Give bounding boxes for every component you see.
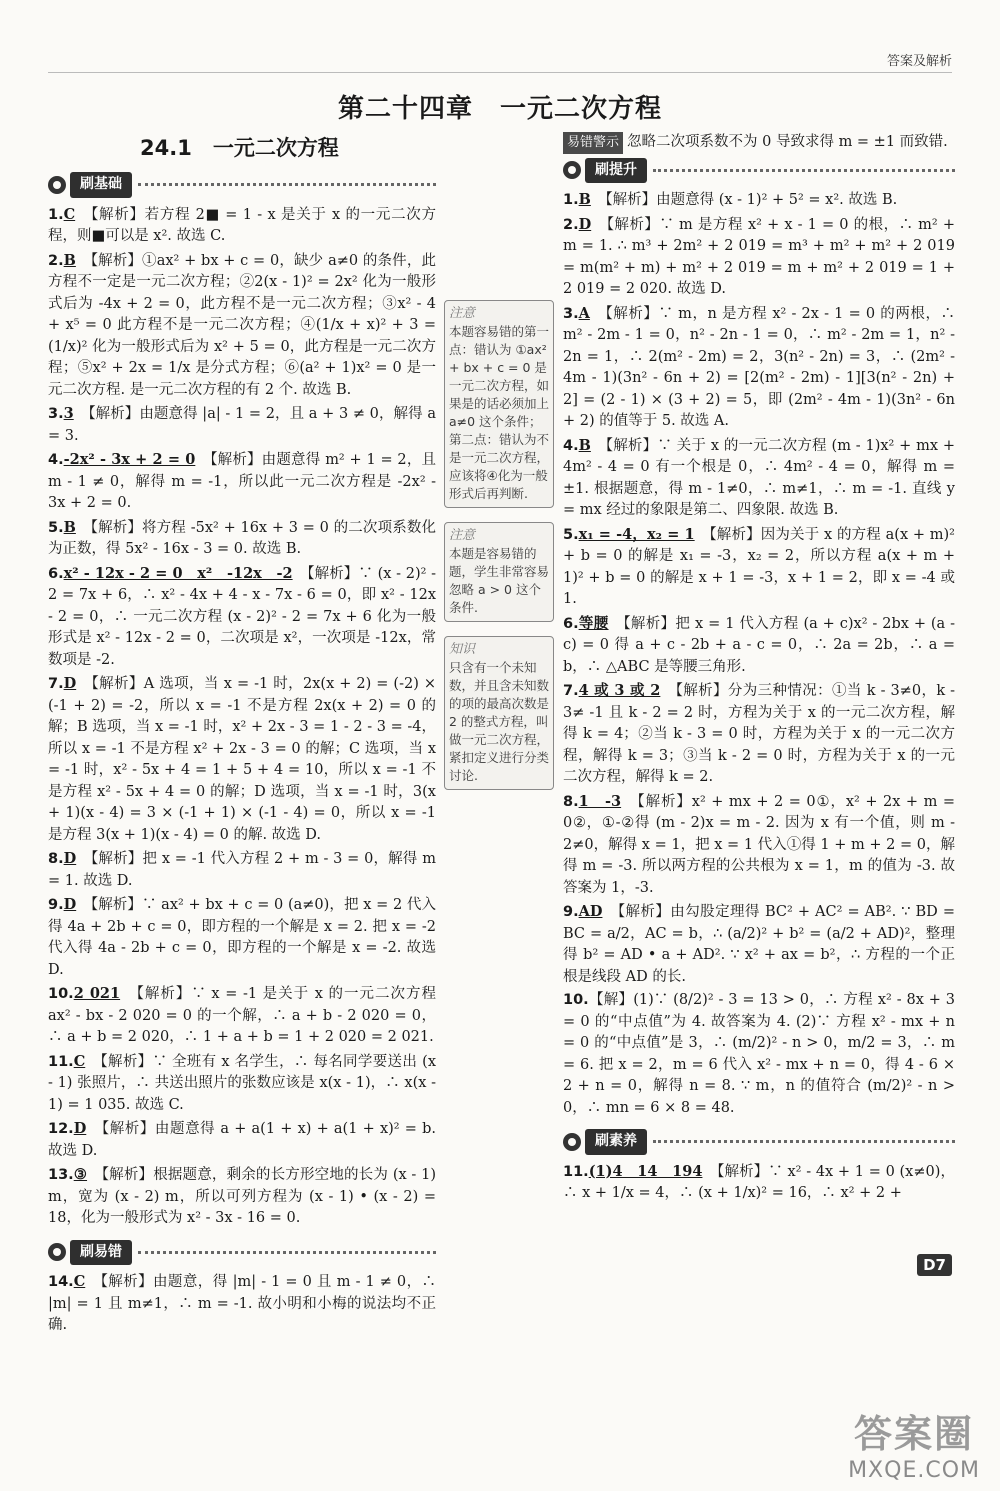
question-number: 10. [48, 986, 74, 1002]
tag-literacy-label: 刷素养 [585, 1129, 647, 1155]
question-number: 8. [48, 851, 64, 867]
answer-value: 3 [63, 405, 74, 422]
dotted-divider [653, 169, 955, 172]
question-number: 3. [48, 406, 64, 422]
answer-explanation: 【解析】由题意，得 |m| - 1 = 0 且 m - 1 ≠ 0，∴ |m| = 1 且 m≠1，∴ m = -1. 故小明和小梅的说法均不正确. [48, 1274, 436, 1333]
answer-item [563, 990, 955, 1119]
tag-basic-label: 刷基础 [70, 172, 132, 198]
answer-item [563, 303, 955, 433]
answer-item [48, 563, 436, 672]
improve-answer-list [563, 189, 955, 1119]
answer-item [48, 449, 436, 515]
answer-explanation: 【解析】由题意得 (x - 1)² + 5² = x². 故选 B. [605, 192, 898, 208]
pen-circle-icon [48, 176, 66, 194]
answer-explanation: 【解析】∵ ax² + bx + c = 0 (a≠0)，把 x = 2 代入得 4a + 2b + c = 0，即方程的一个解是 x = 2. 把 x = -2 代入得 4a - 2b + c = 0，即方程的一个解是 x = -2. 故选 D. [48, 897, 436, 978]
warning-label: 易错警示 [563, 132, 623, 154]
tag-improve [563, 158, 955, 184]
dotted-divider [138, 1251, 436, 1254]
question-number: 7. [563, 683, 579, 699]
answer-value: C [73, 1273, 86, 1290]
answer-value: A [578, 304, 590, 322]
question-number: 2. [563, 216, 579, 233]
question-number: 5. [48, 519, 64, 536]
chapter-title: 第二十四章 一元二次方程 [337, 94, 662, 124]
note-text: 只含有一个未知数，并且含未知数的项的最高次数是 2 的整式方程，叫做一元二次方程，紧扣定义进行分类讨论. [449, 660, 550, 783]
watermark [848, 1403, 980, 1483]
answer-explanation: 【解析】把 x = 1 代入方程 (a + c)x² - 2bx + (a - c) = 0 得 a + c - 2b + a - c = 0，∴ 2a = 2b，∴ a = b，∴ △ABC 是等腰三角形. [563, 615, 956, 675]
question-number: 6. [48, 565, 64, 582]
answer-explanation: 【解析】∵ 关于 x 的一元二次方程 (m - 1)x² + mx + 4m² - 4 = 0 有一个根是 0，∴ 4m² - 4 = 0，解得 m = ±1. 根据题意，得 m - 1≠0，∴ m≠1，∴ m = -1. 直线 y = mx 经过的象限是第二、四象限. 故选 B. [563, 437, 955, 518]
question-number: 11. [563, 1163, 589, 1180]
tag-error-label: 刷易错 [70, 1240, 132, 1266]
answer-item [48, 250, 436, 402]
basic-answer-list [48, 204, 436, 1230]
answer-value: -2x² - 3x + 2 = 0 [63, 451, 196, 468]
answer-explanation: 【解析】分为三种情况：①当 k - 3≠0，k - 3≠ -1 且 k - 2 = 2 时，方程为关于 x 的一元二次方程，解得 k = 4；②当 k - 3 = 0 时，方程为关于 x 的一元二次方程，解得 k = 3；③当 k - 2 = 0 时，方程为关于 x 的一元二次方程，解得 k = 2. [563, 683, 955, 785]
answer-explanation: 【解析】由题意得 m² + 1 = 2，且 m - 1 ≠ 0，解得 m = -1，所以此一元二次方程是 -2x² - 3x + 2 = 0. [48, 452, 437, 511]
answer-value: B [63, 251, 76, 269]
answer-explanation: 【解析】A 选项，当 x = -1 时，2x(x + 2) = (-2) × (-1 + 2) = -2，所以 x = -1 不是方程 2x(x + 2) = 0 的解；B 选项，当 x = -1 时，x² + 2x - 3 = 1 - 2 - 3 = -4，所以 x = -1 不是方程 x² + 2x - 3 = 0 的解；C 选项，当 x = -1 时，x² - 5x + 4 = 1 + 5 + 4 = 10，所以 x = -1 不是方程 x² - 5x + 4 = 0 的解；D 选项，当 x = -1 时，3(x + 1)(x - 4) = 3 × (-1 + 1) × (-1 - 4) = 0，所以 x = -1 是方程 3(x + 1)(x - 4) = 0 的解. 故选 D. [48, 676, 436, 843]
answer-item [48, 1164, 436, 1230]
answer-value: B [63, 518, 76, 536]
answer-explanation: 【解析】将方程 -5x² + 16x + 3 = 0 的二次项系数化为正数，得 5x² - 16x - 3 = 0. 故选 B. [48, 519, 437, 557]
answer-item [563, 613, 955, 679]
question-number: 8. [563, 793, 579, 810]
answer-value: D [63, 675, 77, 692]
warning-box [563, 132, 955, 154]
warning-text: 忽略二次项系数不为 0 导致求得 m = ±1 而致错. [627, 134, 948, 150]
answer-item [563, 214, 955, 301]
answer-item [48, 1051, 436, 1117]
answer-item [563, 901, 955, 988]
answer-value: C [63, 205, 76, 223]
note-title: 注意 [449, 528, 476, 543]
answer-explanation: 【解析】由题意得 a + a(1 + x) + a(1 + x)² = b. 故选 D. [48, 1121, 436, 1159]
answer-value: B [578, 191, 591, 208]
left-column [48, 168, 436, 1339]
answer-explanation: 【解析】∵ 全班有 x 名学生，∴ 每名同学要送出 (x - 1) 张照片，∴ 共送出照片的张数应该是 x(x - 1)，∴ x(x - 1) = 1 035. 故选 C. [48, 1053, 437, 1113]
answer-value: x₁ = -4，x₂ = 1 [578, 525, 695, 543]
answer-item [563, 791, 955, 900]
side-notes [444, 300, 554, 804]
question-number: 13. [48, 1167, 74, 1183]
answer-value: D [63, 850, 77, 867]
tag-error [48, 1240, 436, 1266]
answer-value: 2 021 [73, 985, 121, 1002]
answer-value: ③ [73, 1166, 88, 1183]
answer-item [563, 189, 955, 212]
answer-explanation: 【解析】根据题意，剩余的长方形空地的长为 (x - 1) m，宽为 (x - 2) m，所以可列方程为 (x - 1) • (x - 2) = 18，化为一般形式为 x² - 3x - 16 = 0. [48, 1167, 437, 1226]
answer-explanation: 【解析】∵ x² - 4x + 1 = 0 (x≠0)，∴ x + 1/x = 4，∴ (x + 1/x)² = 16，∴ x² + 2 + [563, 1163, 955, 1201]
answer-value: B [578, 436, 591, 454]
answer-value: 1 -3 [578, 792, 622, 810]
answer-explanation: 【解析】把 x = -1 代入方程 2 + m - 3 = 0，解得 m = 1. 故选 D. [48, 851, 436, 889]
answer-item [563, 1161, 955, 1205]
dotted-divider [138, 183, 436, 186]
error-answer-list [48, 1271, 436, 1337]
question-number: 7. [48, 676, 64, 692]
dotted-divider [653, 1140, 955, 1143]
tag-basic [48, 172, 436, 198]
right-column [563, 132, 955, 1207]
answer-explanation: 【解析】①ax² + bx + c = 0，缺少 a≠0 的条件，此方程不一定是一元二次方程；②2(x - 1)² = 2x² 化为一般形式后为 -4x + 2 = 0，此方程不是一元二次方程；③x² - 4 + x⁵ = 0 此方程不是一元二次方程；④(1/x + x)² + 3 = (1/x)² 化为一般形式后为 x² + 5 = 0，此方程是一元二次方程；⑤x² + 2x = 1/x 是分式方程；⑥(a² + 1)x² = 0 是一元二次方程. 是一元二次方程的有 2 个. 故选 B. [48, 252, 436, 398]
answer-explanation: 【解析】x² + mx + 2 = 0①，x² + 2x + m = 0②，①-②得 (m - 2)x = m - 2. 因为 x 有一个值，则 m - 2≠0，解得 x = 1，把 x = 1 代入①得 1 + m + 2 = 0，解得 m = -3. 所以两方程的公共根为 x = 1，m 的值为 -3. 故答案为 1，-3. [563, 793, 956, 896]
note-text: 本题是容易错的题，学生非常容易忽略 a > 0 这个条件. [449, 546, 550, 615]
answer-item [48, 517, 436, 561]
header-divider [48, 72, 952, 73]
answer-value: AD [578, 903, 603, 920]
answer-item [48, 403, 436, 447]
question-number: 4. [563, 437, 579, 454]
answer-value: D [73, 1120, 87, 1137]
answer-item [48, 848, 436, 892]
answer-explanation: 【解析】∵ m，n 是方程 x² - 2x - 1 = 0 的两根，∴ m² - 2m - 1 = 0，n² - 2n - 1 = 0，∴ m² - 2m = 1，n² - 2n = 1，∴ 2(m² - 2m) = 2，3(n² - 2n) = 3，∴ (2m² - 4m - 1)(3n² - 6n + 2) = [2(m² - 2m) - 1][3(n² - 2n) + 2] = (2 - 1) × (3 + 2) = 5，即 (2m² - 4m - 1)(3n² - 6n + 2) 的值等于 5. 故选 A. [563, 305, 955, 429]
note-box [444, 300, 554, 508]
answer-explanation: 【解析】由题意得 |a| - 1 = 2，且 a + 3 ≠ 0，解得 a = 3. [48, 406, 437, 444]
question-number: 1. [563, 192, 579, 208]
answer-value: 等腰 [578, 614, 609, 632]
answer-item [563, 680, 955, 789]
answer-explanation: 【解析】∵ x = -1 是关于 x 的一元二次方程 ax² - bx - 2 020 = 0 的一个解，∴ a + b - 2 020 = 0，∴ a + b = 2 020，∴ 1 + a + b = 1 + 2 020 = 2 021. [48, 986, 437, 1045]
question-number: 10. [563, 992, 589, 1008]
question-number: 9. [563, 904, 579, 920]
pen-circle-icon [563, 161, 581, 179]
note-title: 知识 [449, 642, 476, 657]
answer-explanation: 【解析】∵ (x - 2)² - 2 = 7x + 6，∴ x² - 4x + 4 - x - 7x - 6 = 0，即 x² - 12x - 2 = 0，∴ 一元二次方程 (x - 2)² - 2 = 7x + 6 化为一般形式是 x² - 12x - 2 = 0，二次项是 x²，一次项是 -12x，常数项是 -2. [48, 565, 437, 668]
question-number: 4. [48, 452, 64, 468]
question-number: 2. [48, 252, 64, 269]
question-number: 6. [563, 615, 579, 632]
note-text: 本题容易错的第一点：错认为 ①ax² + bx + c = 0 是一元二次方程，如果是的话必须加上 a≠0 这个条件；第二点：错认为不是一元二次方程，应该将④化为一般形式后再判断. [449, 324, 550, 501]
answer-item [563, 524, 955, 611]
answer-explanation: 【解析】∵ m 是方程 x² + x - 1 = 0 的根，∴ m² + m = 1. ∴ m³ + 2m² + 2 019 = m³ + m² + m² + 2 019 = m(m² + m) + m² + 2 019 = m + m² + 2 019 = 1 + 2 019 = 2 020. 故选 D. [563, 216, 955, 297]
answer-value: C [73, 1052, 86, 1070]
note-title: 注意 [449, 306, 476, 321]
section-title: 24.1 一元二次方程 [140, 136, 339, 160]
answer-item [48, 673, 436, 846]
question-number: 11. [48, 1053, 74, 1070]
pen-circle-icon [48, 1243, 66, 1261]
note-box [444, 636, 554, 790]
question-number: 3. [563, 305, 579, 322]
watermark-logo: 答案圈 [854, 1412, 975, 1456]
answer-value: D [63, 896, 77, 913]
question-number: 12. [48, 1121, 74, 1137]
pen-circle-icon [563, 1133, 581, 1151]
page-header-label: 答案及解析 [886, 54, 952, 69]
tag-improve-label: 刷提升 [585, 158, 647, 184]
answer-value: x² - 12x - 2 = 0 x² -12x -2 [63, 564, 293, 582]
answer-value: D [578, 215, 592, 233]
answer-explanation: 【解析】因为关于 x 的方程 a(x + m)² + b = 0 的解是 x₁ = -3，x₂ = 2，所以方程 a(x + m + 1)² + b = 0 的解是 x + 1 = -3，x + 1 = 2，即 x = -4 或 1. [563, 526, 955, 607]
answer-explanation: 【解析】若方程 2■ = 1 - x 是关于 x 的一元二次方程，则■可以是 x². 故选 C. [48, 206, 436, 244]
question-number: 9. [48, 897, 64, 913]
watermark-url: MXQE.COM [848, 1458, 980, 1483]
page-number: D7 [917, 1254, 952, 1276]
answer-explanation: 【解析】由勾股定理得 BC² + AC² = AB². ∵ BD = BC = a/2，AC = b，∴ (a/2)² + b² = (a/2 + AD)²，整理得 b² = AD • a + AD². ∵ x² + ax = b²，∴ 方程的一个正根是线段 AD 的长. [563, 904, 955, 985]
note-box [444, 522, 554, 622]
answer-item [48, 1271, 436, 1337]
answer-item [48, 894, 436, 981]
answer-item [563, 435, 955, 522]
literacy-answer-list [563, 1161, 955, 1205]
question-number: 1. [48, 206, 64, 223]
answer-item [48, 983, 436, 1049]
answer-value: 4 或 3 或 2 [578, 682, 661, 699]
question-number: 14. [48, 1274, 74, 1290]
tag-literacy [563, 1129, 955, 1155]
answer-item [48, 1118, 436, 1162]
question-number: 5. [563, 526, 579, 543]
answer-explanation: 【解】(1)∵ (8/2)² - 3 = 13 > 0，∴ 方程 x² - 8x + 3 = 0 的“中点值”为 4. 故答案为 4. (2)∵ 方程 x² - mx + n = 0 的“中点值”是 3，∴ (m/2)² - n > 0，m/2 = 3，∴ m = 6. 把 x = 2，m = 6 代入 x² - mx + n = 0，得 4 - 6 × 2 + n = 0，解得 n = 8. ∵ m，n 的值符合 (m/2)² - n > 0，∴ mn = 6 × 8 = 48. [563, 992, 955, 1116]
answer-value: (1)4 14 194 [588, 1162, 703, 1180]
answer-item [48, 204, 436, 248]
